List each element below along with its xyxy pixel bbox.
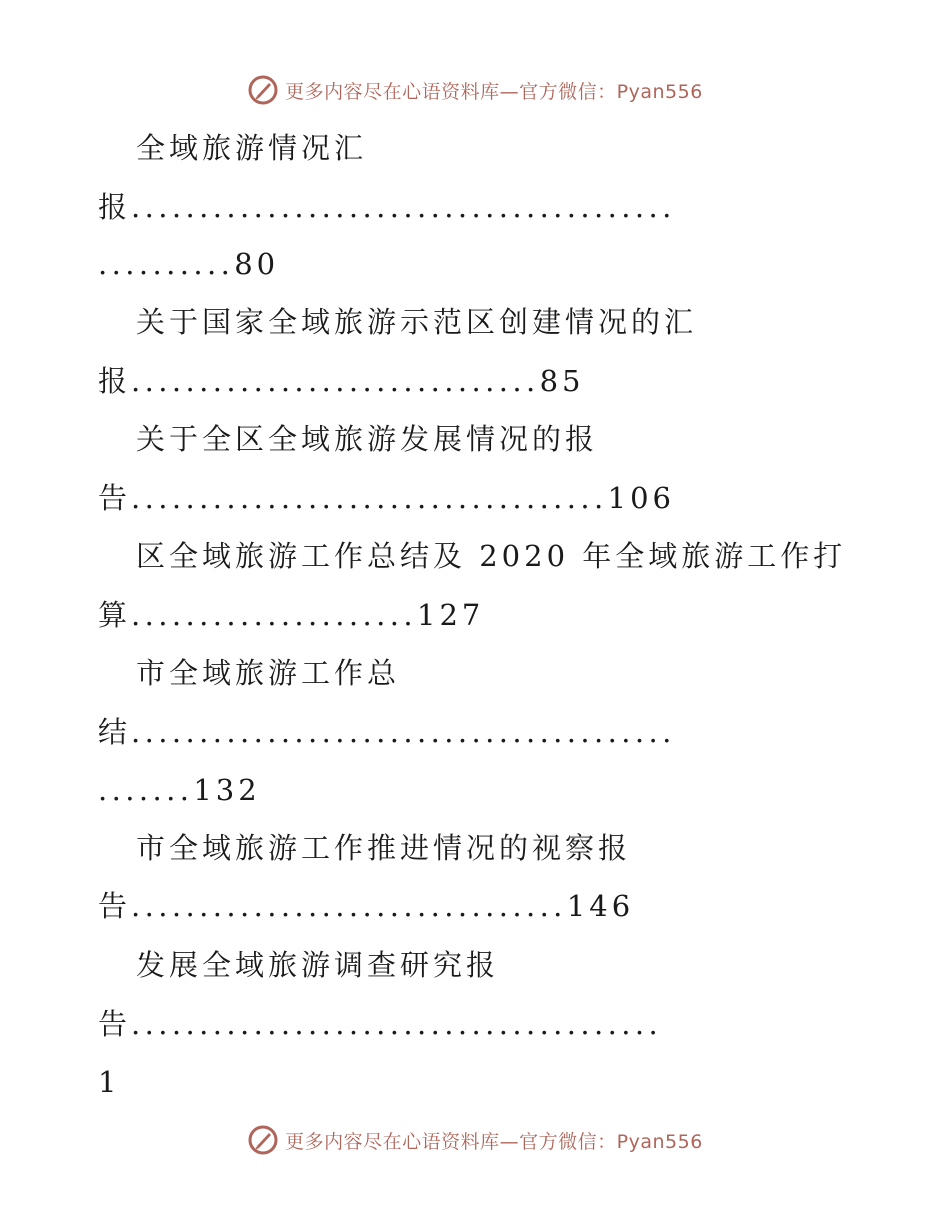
toc-entry-page: 80 bbox=[234, 247, 280, 281]
toc-entry-title: 市全域旅游工作总 bbox=[136, 656, 401, 690]
toc-entry-title: 发展全域旅游调查研究报 bbox=[136, 948, 500, 982]
pen-logo-icon bbox=[247, 74, 279, 106]
toc-entry-page: 85 bbox=[539, 364, 585, 398]
toc-entry-title: 区全域旅游工作总结及 2020 年全域旅游工作打 bbox=[136, 539, 847, 573]
toc-entry-cont: 报 bbox=[98, 190, 132, 224]
toc-entry-leader bbox=[98, 712, 676, 752]
toc-entry-cont: 结 bbox=[98, 715, 132, 749]
toc-entry-title: 关于全区全域旅游发展情况的报 bbox=[136, 422, 599, 456]
toc-entry-leader bbox=[98, 1004, 662, 1044]
toc-entry-cont: 告 bbox=[98, 481, 132, 515]
toc-entry-leader-cont bbox=[98, 770, 261, 810]
pen-logo-icon bbox=[247, 1124, 279, 1156]
toc-entry-cont: 算 bbox=[98, 598, 132, 632]
toc-entry-dots: ........................................ bbox=[131, 190, 676, 224]
watermark-text: 更多内容尽在心语资料库—官方微信：Pyan556 bbox=[285, 80, 703, 103]
toc-entry-leader bbox=[98, 478, 675, 518]
toc-entry-leader bbox=[98, 886, 634, 926]
toc-entry-title: 全域旅游情况汇 bbox=[136, 131, 368, 165]
toc-entry-page: 146 bbox=[566, 889, 635, 923]
toc-entry-title: 关于国家全域旅游示范区创建情况的汇 bbox=[136, 305, 698, 339]
toc-entry-dots: ....................................... bbox=[131, 1007, 663, 1041]
toc-entry-cont: 告 bbox=[98, 889, 132, 923]
toc-entry-dots: ................................... bbox=[131, 481, 608, 515]
toc-entry-dots: .............................. bbox=[131, 364, 540, 398]
toc-entry-cont: 告 bbox=[98, 1007, 132, 1041]
toc-entry-page: 106 bbox=[607, 481, 676, 515]
toc-entry-dots: ................................ bbox=[131, 889, 567, 923]
toc-entry-leader-cont bbox=[98, 244, 279, 284]
toc-entry-leader bbox=[98, 187, 676, 227]
toc-entry-dots: ........................................ bbox=[131, 715, 676, 749]
toc-entry-dots: .......... bbox=[98, 247, 235, 281]
watermark-header bbox=[0, 70, 950, 110]
toc-entry-page: 127 bbox=[417, 598, 485, 632]
toc-entry-dots: ..................... bbox=[131, 598, 417, 632]
toc-entry-leader bbox=[98, 595, 484, 635]
toc-entry-leader bbox=[98, 361, 584, 401]
toc-entry-page: 1 bbox=[98, 1065, 121, 1099]
toc-entry-page: 132 bbox=[193, 773, 261, 807]
toc-entry-cont: 报 bbox=[98, 364, 132, 398]
toc-entry-title: 市全域旅游工作推进情况的视察报 bbox=[136, 831, 632, 865]
watermark-text: 更多内容尽在心语资料库—官方微信：Pyan556 bbox=[285, 1130, 703, 1153]
toc-entry-dots: ....... bbox=[98, 773, 194, 807]
watermark-footer bbox=[0, 1120, 950, 1160]
